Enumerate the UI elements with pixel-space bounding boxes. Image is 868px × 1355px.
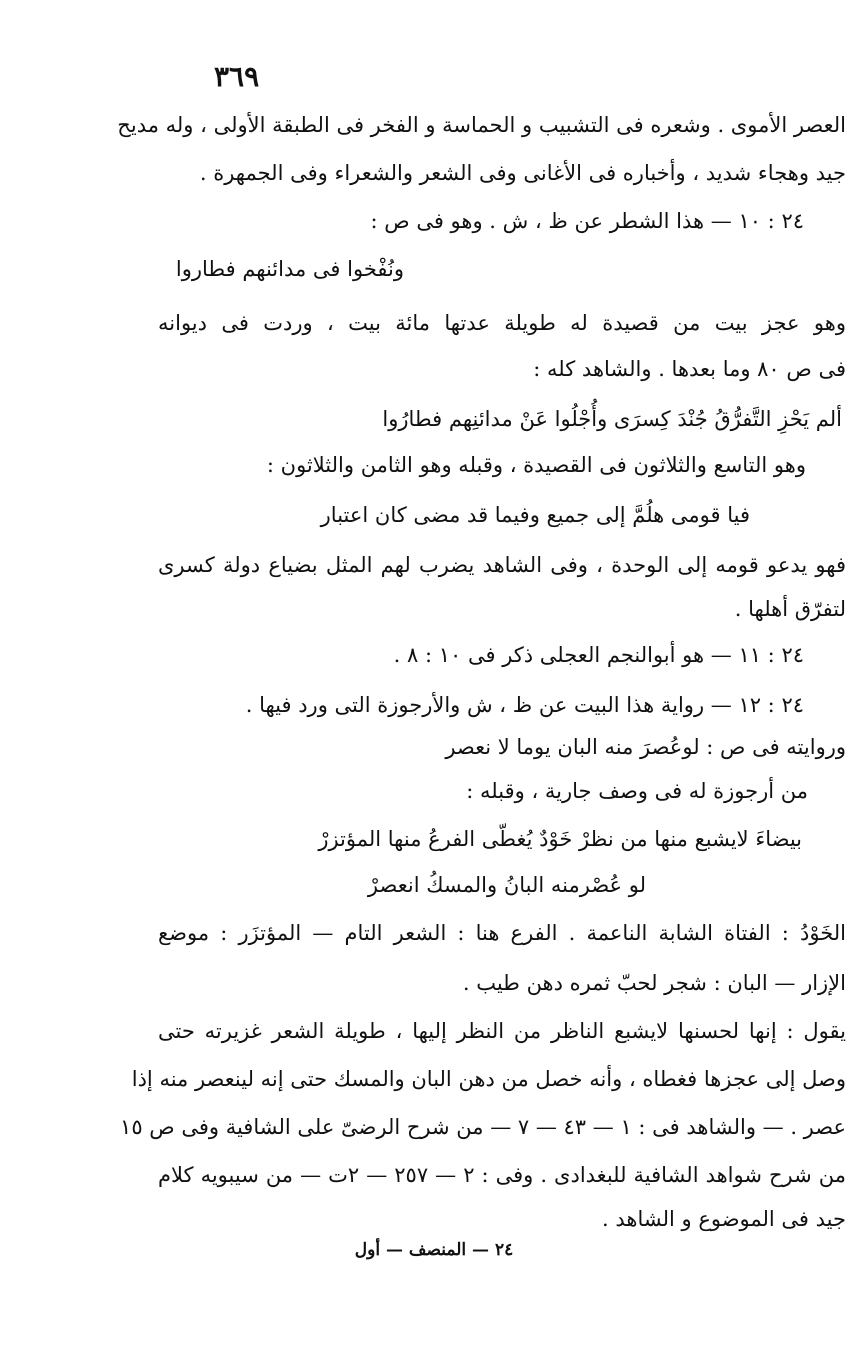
text-line: من أرجوزة له فى وصف جارية ، وقبله : xyxy=(466,779,808,803)
text-line: جيد وهجاء شديد ، وأخباره فى الأغانى وفى الشعر والشعراء وفى الجمهرة . xyxy=(199,161,846,185)
verse-line: فيا قومى هلُمَّ إلى جميع وفيما قد مضى كان اعتبار xyxy=(320,503,750,527)
verse-line: بيضاءَ لايشبع منها من نظرْ خَوْدٌ يُغطّى الفرعُ منها المؤتزرْ xyxy=(318,827,802,851)
text-line: وهو عجز بيت من قصيدة له طويلة عدتها مائة بيت ، وردت فى ديوانه xyxy=(158,311,846,335)
page-number: ٣٦٩ xyxy=(214,60,260,93)
text-line: الإزار — البان : شجر لحبّ ثمره دهن طيب . xyxy=(462,971,846,995)
note-heading: ٢٤ : ١٠ — هذا الشطر عن ظ ، ش . وهو فى ص : xyxy=(370,209,804,233)
text-line: عصر . — والشاهد فى : ١ — ٤٣ — ٧ — من شرح الرضىّ على الشافية وفى ص ١٥ xyxy=(120,1115,846,1139)
text-line: لتفرّق أهلها . xyxy=(734,597,846,621)
text-line: فى ص ٨٠ وما بعدها . والشاهد كله : xyxy=(533,357,846,381)
text-line: العصر الأموى . وشعره فى التشبيب و الحماسة و الفخر فى الطبقة الأولى ، وله مديح xyxy=(117,113,846,137)
note-heading: ٢٤ : ١٢ — رواية هذا البيت عن ظ ، ش والأرجوزة التى ورد فيها . xyxy=(245,693,804,717)
text-line: فهو يدعو قومه إلى الوحدة ، وفى الشاهد يضرب لهم المثل بضياع دولة كسرى xyxy=(158,553,846,577)
note-heading: ٢٤ : ١١ — هو أبوالنجم العجلى ذكر فى ١٠ : ٨ . xyxy=(393,643,804,667)
verse-line: لو عُصْرمنه البانُ والمسكُ انعصرْ xyxy=(367,873,646,897)
text-line: جيد فى الموضوع و الشاهد . xyxy=(602,1207,846,1231)
text-line: الخَوْدُ : الفتاة الشابة الناعمة . الفرع هنا : الشعر التام — المؤتزَر : موضع xyxy=(158,921,846,945)
verse-line: ونُفْخوا فى مدائنهم فطاروا xyxy=(175,257,404,281)
text-line: يقول : إنها لحسنها لايشبع الناظر من النظر إليها ، طويلة الشعر غزيرته حتى xyxy=(158,1019,846,1043)
text-line: وصل إلى عجزها فغطاه ، وأنه خصل من دهن البان والمسك حتى إنه لينعصر منه إذا xyxy=(131,1067,846,1091)
text-line: من شرح شواهد الشافية للبغدادى . وفى : ٢ — ٢٥٧ — ٢ت — من سيبويه كلام xyxy=(158,1163,846,1187)
verse-line: ألم يَحْزِ التَّفرُّقُ جُنْدَ كِسرَى وأُجْلُوا عَنْ مدائنِهم فطارُوا xyxy=(382,407,842,431)
text-line: وهو التاسع والثلاثون فى القصيدة ، وقبله وهو الثامن والثلاثون : xyxy=(266,453,806,477)
text-line: وروايته فى ص : لوعُصرَ منه البان يوما لا نعصر xyxy=(445,735,846,759)
footer-signature: ٢٤ — المنصف — أول xyxy=(354,1240,514,1260)
